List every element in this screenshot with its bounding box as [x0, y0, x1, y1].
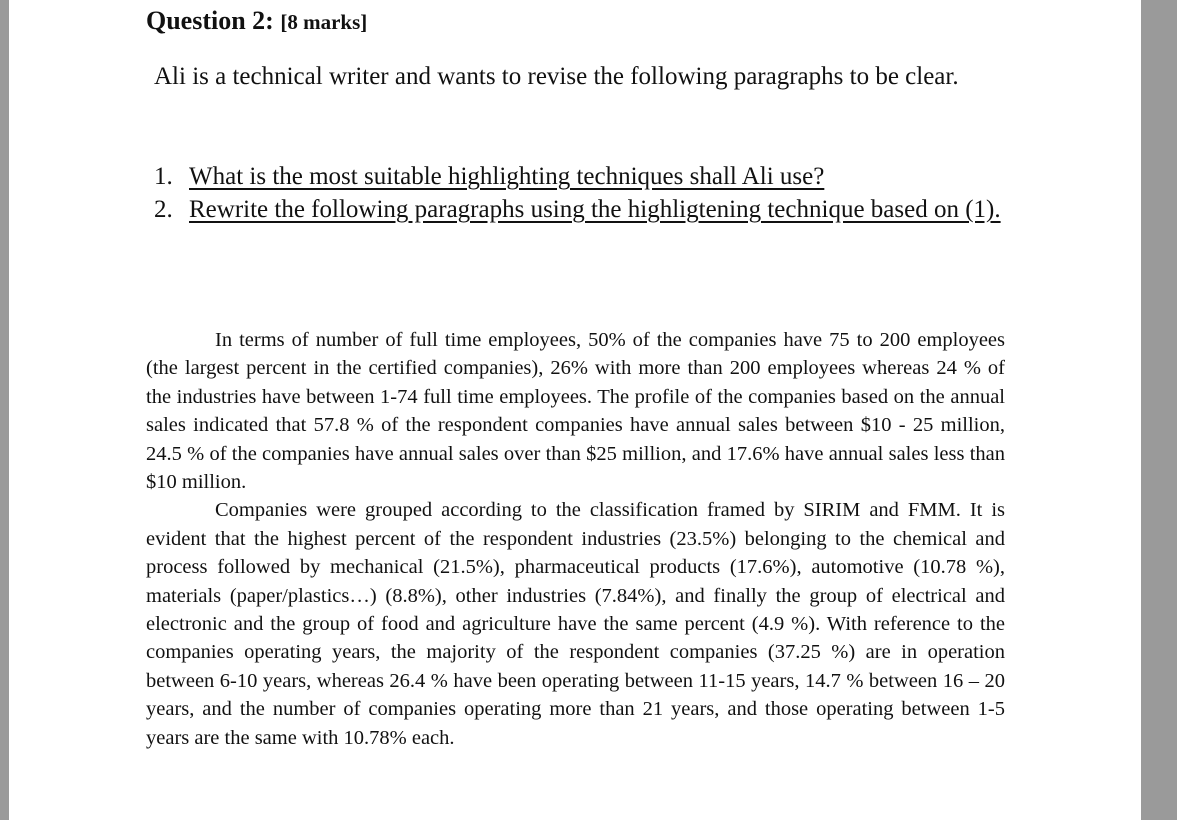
task-list — [154, 160, 1014, 226]
passage — [146, 326, 1005, 752]
task-number: 2. — [154, 196, 173, 223]
task-item — [154, 160, 1014, 193]
task-number: 1. — [154, 163, 173, 190]
question-intro: Ali is a technical writer and wants to revise the following paragraphs to be clear. — [154, 63, 959, 90]
document-page — [9, 0, 1141, 820]
task-text: What is the most suitable highlighting techniques shall Ali use? — [189, 163, 825, 190]
task-item — [154, 193, 1014, 226]
question-marks: [8 marks] — [280, 10, 368, 34]
question-heading — [146, 6, 367, 36]
passage-paragraph: In terms of number of full time employees, 50% of the companies have 75 to 200 employees (the largest percent in the certified companies), 26% with more than 200 employees whereas 24 % of the industries have between 1-74 full time employees. The profile of the companies based on the annual sales indicated that 57.8 % of the respondent companies have annual sales between $10 - 25 million, 24.5 % of the companies have annual sales over than $25 million, and 17.6% have annual sales less than $10 million. — [146, 329, 1005, 494]
passage-paragraph: Companies were grouped according to the classification framed by SIRIM and FMM. It is evident that the highest percent of the respondent industries (23.5%) belonging to the chemical and process followed by mechanical (21.5%), pharmaceutical products (17.6%), automotive (10.78 %), materials (paper/plastics…) (8.8%), other industries (7.84%), and finally the group of electrical and electronic and the group of food and agriculture have the same percent (4.9 %). With reference to the companies operating years, the majority of the respondent companies (37.25 %) are in operation between 6-10 years, whereas 26.4 % have been operating between 11-15 years, 14.7 % between 16 – 20 years, and the number of companies operating more than 21 years, and those operating between 1-5 years are the same with 10.78% each. — [146, 499, 1005, 749]
task-text: Rewrite the following paragraphs using the highligtening technique based on (1). — [189, 196, 1001, 223]
viewer-side-margin — [1158, 0, 1177, 820]
question-title: Question 2: — [146, 6, 274, 35]
